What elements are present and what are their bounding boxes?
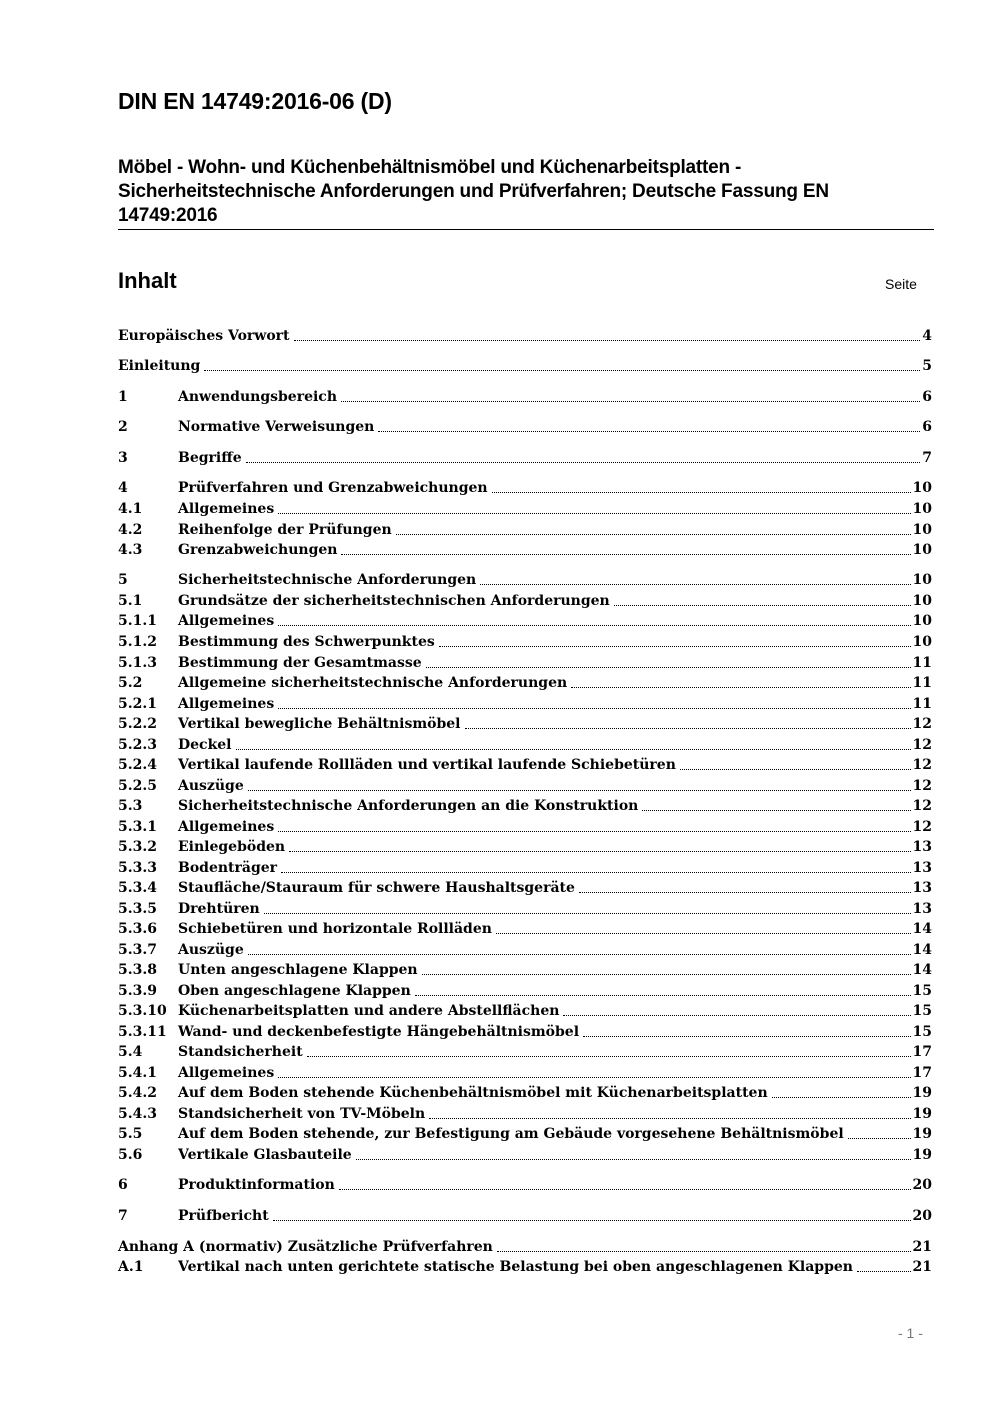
toc-dot-leader [614,604,911,606]
page-column-label: Seite [885,276,917,292]
toc-entry-number: 5.2.5 [118,778,157,794]
toc-entry-title: Produktinformation [178,1177,335,1193]
toc-dot-leader [848,1137,911,1139]
toc-entry-number: 5.1.1 [118,613,157,629]
toc-entry-title: Prüfbericht [178,1208,269,1224]
toc-entry-number: 7 [118,1208,128,1224]
toc-entry[interactable] [118,632,932,652]
toc-entry-page: 13 [912,860,932,876]
toc-entry[interactable] [118,387,932,407]
toc-entry-page: 10 [912,613,932,629]
toc-dot-leader [571,686,910,688]
toc-entry[interactable] [118,611,932,631]
toc-dot-leader [579,891,911,893]
toc-entry-title: Anwendungsbereich [178,389,337,405]
toc-entry-number: 5.3.9 [118,983,157,999]
toc-entry-page: 15 [912,1024,932,1040]
toc-entry-number: 5.6 [118,1147,143,1163]
toc-entry[interactable] [118,1063,932,1083]
toc-entry[interactable] [118,960,932,980]
toc-heading: Inhalt [118,268,177,293]
toc-entry-title: Standsicherheit von TV-Möbeln [178,1106,426,1122]
toc-entry-page: 6 [922,419,932,435]
toc-entry-page: 12 [912,757,932,773]
toc-entry-title: Allgemeines [178,819,275,835]
toc-entry-title: Einlegeböden [178,839,286,855]
toc-entry-number: 4.1 [118,501,143,517]
toc-dot-leader [396,533,911,535]
toc-dot-leader [339,1188,911,1190]
toc-entry-title: Oben angeschlagene Klappen [178,983,411,999]
toc-entry[interactable] [118,653,932,673]
toc-entry-page: 19 [912,1147,932,1163]
toc-dot-leader [236,748,911,750]
toc-entry-number: 5.3.2 [118,839,157,855]
toc-entry[interactable] [118,837,932,857]
toc-dot-leader [278,707,910,709]
toc-entry-title: Europäisches Vorwort [118,328,290,344]
toc-entry-title: Auf dem Boden stehende Küchenbehältnismöbel mit Küchenarbeitsplatten [178,1085,768,1101]
toc-entry-title: Allgemeines [178,501,275,517]
toc-entry-title: Allgemeines [178,613,275,629]
toc-entry[interactable] [118,1083,932,1103]
toc-entry-title: Allgemeines [178,696,275,712]
toc-entry-number: 5.2.1 [118,696,157,712]
toc-dot-leader [307,1055,911,1057]
toc-entry[interactable] [118,899,932,919]
toc-entry[interactable] [118,570,932,590]
toc-entry[interactable] [118,1042,932,1062]
toc-entry[interactable] [118,1001,932,1021]
toc-entry[interactable] [118,326,932,346]
toc-entry-page: 13 [912,839,932,855]
toc-entry-page: 14 [912,942,932,958]
toc-entry-number: 5.2 [118,675,143,691]
toc-entry-page: 20 [912,1208,932,1224]
toc-entry-number: 4.3 [118,542,143,558]
toc-entry-title: Vertikal bewegliche Behältnismöbel [178,716,461,732]
toc-entry-title: Bestimmung der Gesamtmasse [178,655,422,671]
toc-entry-page: 6 [922,389,932,405]
toc-entry[interactable] [118,714,932,734]
toc-entry-title: Auszüge [178,778,244,794]
toc-entry[interactable] [118,878,932,898]
toc-dot-leader [492,491,911,493]
toc-entry-page: 12 [912,798,932,814]
toc-dot-leader [772,1096,911,1098]
toc-entry-title: Staufläche/Stauraum für schwere Haushaltsgeräte [178,880,575,896]
toc-entry-number: 5.2.3 [118,737,157,753]
toc-entry[interactable] [118,1175,932,1195]
toc-entry-number: 5.4 [118,1044,143,1060]
toc-entry-title: Grenzabweichungen [178,542,338,558]
toc-entry-title: Vertikale Glasbauteile [178,1147,352,1163]
toc-dot-leader [246,461,921,463]
toc-entry-title: Auszüge [178,942,244,958]
toc-entry[interactable] [118,817,932,837]
toc-entry[interactable] [118,540,932,560]
toc-dot-leader [378,430,920,432]
toc-entry-page: 12 [912,778,932,794]
toc-entry-page: 10 [912,634,932,650]
toc-entry-page: 10 [912,522,932,538]
toc-entry[interactable] [118,1206,932,1226]
toc-entry-number: 4 [118,480,128,496]
toc-entry-page: 4 [922,328,932,344]
toc-entry-page: 17 [912,1065,932,1081]
toc-dot-leader [341,553,910,555]
toc-entry[interactable] [118,1022,932,1042]
toc-entry-title: Prüfverfahren und Grenzabweichungen [178,480,488,496]
toc-entry[interactable] [118,673,932,693]
toc-entry-title: Grundsätze der sicherheitstechnischen Anforderungen [178,593,610,609]
toc-entry-title: Deckel [178,737,232,753]
toc-entry[interactable] [118,1257,932,1277]
toc-entry[interactable] [118,1145,932,1165]
toc-entry-number: 5.4.1 [118,1065,157,1081]
toc-entry-number: 5.3.6 [118,921,157,937]
toc-dot-leader [278,830,910,832]
toc-entry-page: 19 [912,1126,932,1142]
toc-dot-leader [426,666,911,668]
toc-entry[interactable] [118,520,932,540]
toc-entry-title: Sicherheitstechnische Anforderungen an die Konstruktion [178,798,639,814]
toc-entry[interactable] [118,1104,932,1124]
toc-entry[interactable] [118,499,932,519]
toc-entry-page: 10 [912,572,932,588]
toc-dot-leader [497,1250,911,1252]
toc-entry-page: 14 [912,962,932,978]
toc-entry-page: 17 [912,1044,932,1060]
toc-entry[interactable] [118,694,932,714]
toc-entry-title: Bestimmung des Schwerpunktes [178,634,435,650]
toc-entry-number: 5.2.2 [118,716,157,732]
toc-entry[interactable] [118,417,932,437]
toc-entry-page: 20 [912,1177,932,1193]
toc-entry[interactable] [118,478,932,498]
toc-entry[interactable] [118,858,932,878]
toc-entry[interactable] [118,981,932,1001]
toc-dot-leader [273,1219,911,1221]
toc-entry-number: 5.1 [118,593,143,609]
toc-entry-number: 6 [118,1177,128,1193]
toc-entry-number: 1 [118,389,128,405]
toc-entry-number: 5.3.4 [118,880,157,896]
toc-entry-number: 5.4.3 [118,1106,157,1122]
toc-entry[interactable] [118,919,932,939]
toc-entry-title: Sicherheitstechnische Anforderungen [178,572,477,588]
toc-entry-page: 12 [912,737,932,753]
toc-entry-title: Anhang A (normativ) Zusätzliche Prüfverfahren [118,1239,493,1255]
toc-dot-leader [415,994,911,996]
toc-entry-number: 5.1.2 [118,634,157,650]
toc-entry-page: 19 [912,1106,932,1122]
toc-entry-page: 13 [912,901,932,917]
page-number: - 1 - [898,1325,923,1341]
toc-entry-title: Vertikal laufende Rollläden und vertikal laufende Schiebetüren [178,757,676,773]
toc-dot-leader [583,1035,910,1037]
toc-dot-leader [465,727,911,729]
toc-dot-leader [496,932,911,934]
toc-dot-leader [429,1117,910,1119]
toc-entry[interactable] [118,796,932,816]
toc-entry-page: 10 [912,501,932,517]
toc-dot-leader [289,850,910,852]
toc-dot-leader [422,973,911,975]
toc-entry-title: Unten angeschlagene Klappen [178,962,418,978]
toc-dot-leader [642,809,910,811]
toc-entry-page: 21 [912,1259,932,1275]
toc-entry-number: 5.3.8 [118,962,157,978]
toc-entry-number: 3 [118,450,128,466]
toc-entry[interactable] [118,1237,932,1257]
toc-dot-leader [356,1158,911,1160]
toc-entry-number: 5.1.3 [118,655,157,671]
toc-entry-page: 10 [912,593,932,609]
toc-entry-number: 5.3.7 [118,942,157,958]
toc-entry-number: 5.3.11 [118,1024,167,1040]
toc-dot-leader [294,339,921,341]
toc-entry-title: Standsicherheit [178,1044,303,1060]
toc-entry-number: 5 [118,572,128,588]
toc-entry[interactable] [118,1124,932,1144]
toc-dot-leader [248,953,911,955]
toc-entry-title: Begriffe [178,450,242,466]
toc-entry-page: 11 [912,696,932,712]
toc-dot-leader [281,871,910,873]
toc-dot-leader [857,1270,911,1272]
toc-entry-number: 5.2.4 [118,757,157,773]
toc-entry-page: 5 [922,358,932,374]
toc-entry-page: 7 [922,450,932,466]
toc-entry-number: 5.3.10 [118,1003,167,1019]
toc-entry-number: 5.3.1 [118,819,157,835]
toc-entry-title: Reihenfolge der Prüfungen [178,522,392,538]
toc-entry-page: 12 [912,819,932,835]
document-subtitle: Möbel - Wohn- und Küchenbehältnismöbel und Küchenarbeitsplatten - Sicherheitstechnische Anforderungen und Prüfverfahren; Deutsche Fassung EN 14749:2016 [118,157,829,226]
toc-entry-number: A.1 [118,1259,144,1275]
toc-entry-page: 21 [912,1239,932,1255]
toc-entry-page: 12 [912,716,932,732]
toc-dot-leader [248,789,911,791]
toc-entry-number: 5.5 [118,1126,143,1142]
toc-dot-leader [278,624,910,626]
toc-dot-leader [680,768,911,770]
toc-entry-title: Schiebetüren und horizontale Rollläden [178,921,492,937]
toc-entry-title: Drehtüren [178,901,260,917]
title-divider [118,229,934,230]
toc-entry[interactable] [118,356,932,376]
toc-entry-number: 5.3.5 [118,901,157,917]
toc-entry-title: Küchenarbeitsplatten und andere Abstellflächen [178,1003,560,1019]
toc-dot-leader [278,1076,910,1078]
toc-entry-page: 11 [912,675,932,691]
toc-dot-leader [264,912,911,914]
toc-entry[interactable] [118,735,932,755]
toc-entry-page: 15 [912,983,932,999]
toc-entry-page: 15 [912,1003,932,1019]
toc-entry-page: 13 [912,880,932,896]
toc-entry-number: 2 [118,419,128,435]
toc-entry[interactable] [118,755,932,775]
toc-dot-leader [563,1014,910,1016]
toc-dot-leader [341,400,920,402]
toc-entry-title: Wand- und deckenbefestigte Hängebehältnismöbel [178,1024,580,1040]
toc-entry[interactable] [118,776,932,796]
toc-entry-number: 5.3 [118,798,143,814]
toc-dot-leader [278,512,910,514]
toc-entry-page: 19 [912,1085,932,1101]
toc-dot-leader [439,645,911,647]
toc-entry[interactable] [118,448,932,468]
toc-entry-title: Einleitung [118,358,201,374]
toc-entry-title: Allgemeine sicherheitstechnische Anforderungen [178,675,568,691]
toc-entry-page: 10 [912,480,932,496]
toc-entry-page: 11 [912,655,932,671]
toc-dot-leader [480,583,910,585]
toc-entry-title: Allgemeines [178,1065,275,1081]
toc-entry-title: Auf dem Boden stehende, zur Befestigung am Gebäude vorgesehene Behältnismöbel [178,1126,844,1142]
toc-entry[interactable] [118,940,932,960]
toc-entry-page: 10 [912,542,932,558]
toc-dot-leader [204,369,920,371]
toc-entry-title: Bodenträger [178,860,278,876]
document-title: DIN EN 14749:2016-06 (D) [118,88,392,114]
toc-entry-page: 14 [912,921,932,937]
toc-entry[interactable] [118,591,932,611]
toc-entry-title: Vertikal nach unten gerichtete statische Belastung bei oben angeschlagenen Klappen [178,1259,853,1275]
toc-entry-number: 5.4.2 [118,1085,157,1101]
toc-entry-number: 5.3.3 [118,860,157,876]
toc-entry-title: Normative Verweisungen [178,419,375,435]
toc-entry-number: 4.2 [118,522,143,538]
